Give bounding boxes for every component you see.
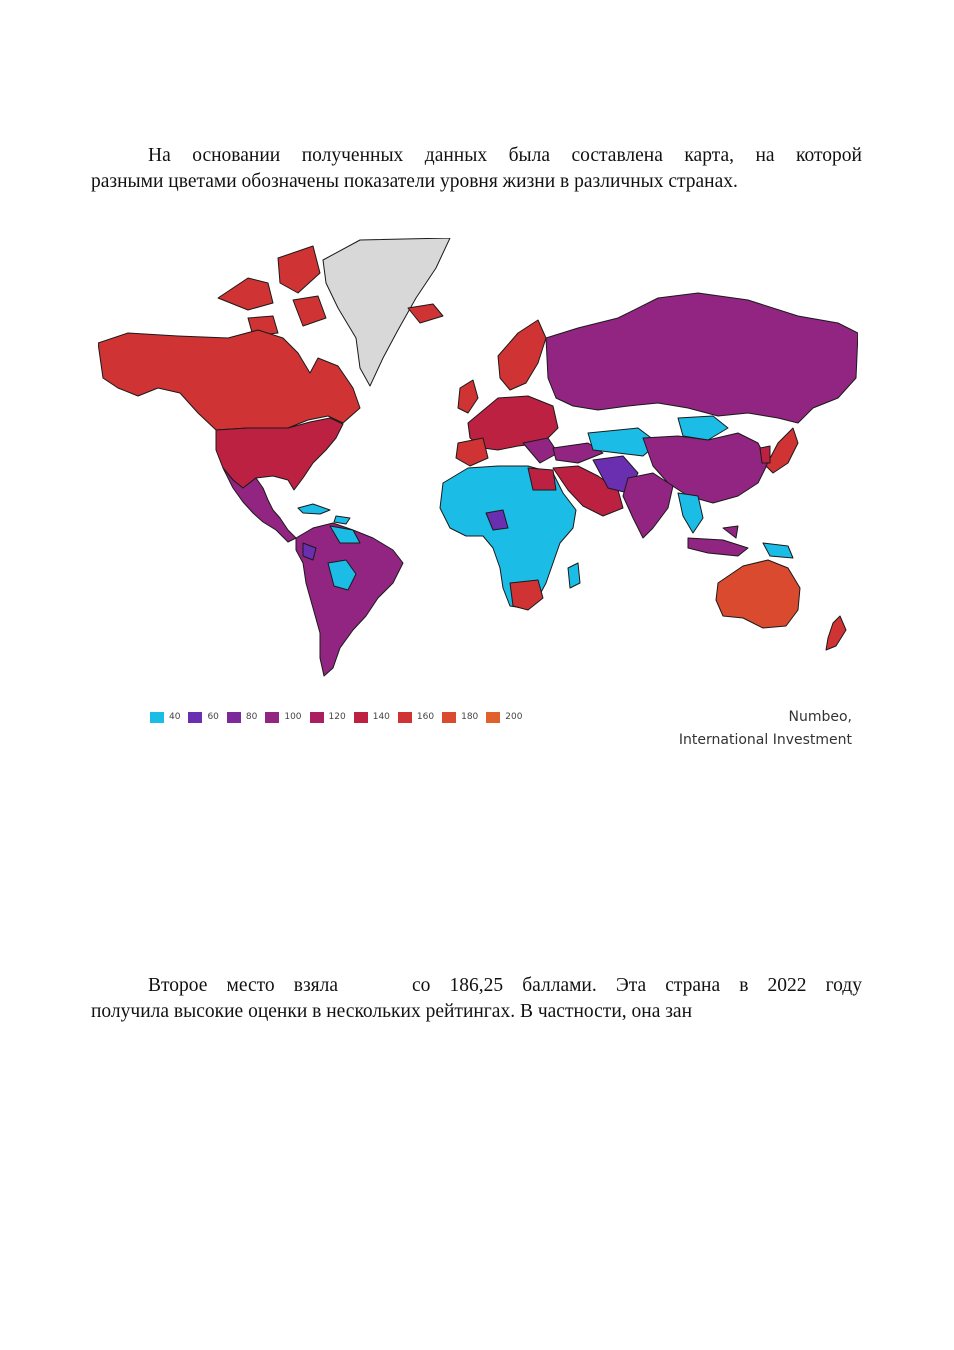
new-zealand (826, 616, 846, 650)
iberia (456, 438, 488, 466)
legend-swatch (398, 712, 412, 723)
indonesia (688, 526, 748, 556)
cost-of-living-world-map (98, 238, 858, 750)
usa (216, 418, 343, 490)
legend-label: 200 (505, 712, 523, 722)
legend-label: 160 (416, 712, 435, 722)
legend-label: 100 (284, 712, 302, 722)
legend-swatch (442, 712, 456, 723)
balkans (523, 438, 558, 463)
second-place-paragraph (91, 973, 862, 1025)
india (623, 473, 673, 538)
canada-alaska (98, 330, 360, 430)
legend-item (486, 712, 522, 723)
intro-line-2: разными цветами обозначены показатели уровня жизни в различных странах. (91, 171, 738, 192)
legend-label: 140 (372, 712, 390, 722)
arctic-islands (218, 246, 326, 336)
legend-item (442, 712, 478, 723)
australia (716, 560, 800, 628)
legend-label: 120 (328, 712, 346, 722)
legend-item (398, 712, 434, 723)
intro-line-1: На основании полученных данных была составлена карта, на которой (148, 145, 862, 166)
intro-paragraph (91, 143, 862, 195)
legend-label: 40 (169, 712, 181, 722)
papua (763, 543, 793, 558)
source-line-1: Numbeo, (788, 709, 852, 725)
korea (760, 446, 770, 463)
legend-label: 180 (461, 712, 479, 722)
scandinavia (498, 320, 546, 390)
caribbean (298, 504, 350, 524)
russia (546, 293, 858, 423)
legend-item (354, 712, 390, 723)
legend-swatch (486, 712, 500, 723)
iceland (408, 304, 443, 323)
south-africa (510, 580, 543, 610)
second-place-line-2: получила высокие оценки в нескольких рейтингах. В частности, она зан (91, 1001, 693, 1022)
egypt (528, 468, 556, 490)
line1-end: со 186,25 баллами. Эта страна в 2022 году (412, 975, 862, 996)
legend-item (310, 712, 346, 723)
map-source-credit (679, 706, 852, 752)
legend-swatch (150, 712, 164, 723)
legend-item (188, 712, 218, 723)
legend-swatch (265, 712, 279, 723)
legend-label: 60 (207, 712, 219, 722)
uk (458, 380, 478, 413)
legend-item (150, 712, 180, 723)
japan (766, 428, 798, 473)
legend-label: 80 (245, 712, 258, 722)
mongolia (678, 416, 728, 440)
legend-swatch (354, 712, 368, 723)
map-legend (150, 710, 530, 724)
legend-swatch (227, 712, 241, 723)
legend-swatch (310, 712, 324, 723)
second-place-line-1 (91, 973, 862, 999)
source-line-2: International Investment (678, 732, 852, 748)
world-map-graphic (98, 238, 858, 678)
legend-item (227, 712, 257, 723)
legend-swatch (188, 712, 202, 723)
line1-start: Второе место взяла (148, 975, 339, 996)
madagascar (568, 563, 580, 588)
legend-item (265, 712, 301, 723)
